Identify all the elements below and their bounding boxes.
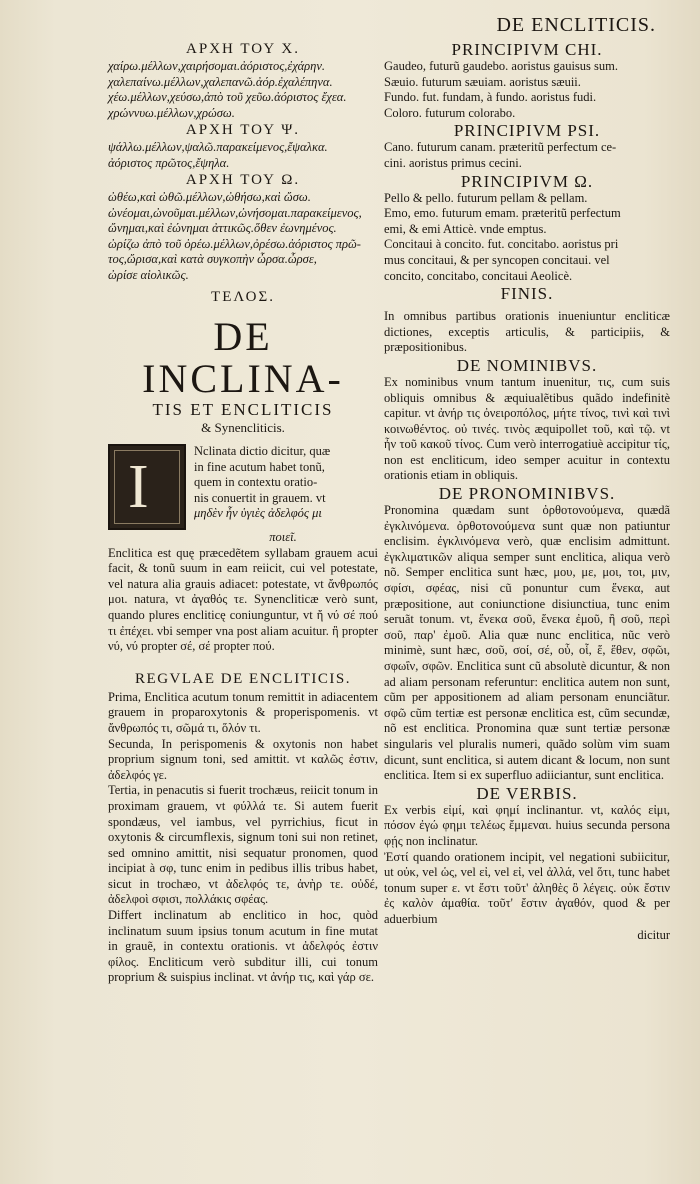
decorated-initial (108, 444, 186, 530)
greek-line: τος,ὤρισα,καὶ κατὰ συγκοπὴν ὦρσα.ὦρσε, (108, 252, 317, 266)
pronominibus-paragraph: Pronomina quædam sunt ὀρθοτονούμενα, quædã ἐγκλινόμενα. ὀρθοτονούμενα sunt quæ non patiuntur enclisim. ἐγκλινόμενα verò, quæ enclisim admittunt. ἐγκλιματικῶν aliqua semper sunt enclitica, aliqua verò nõ. Semper enclitica sunt hæc, μου, με, μοι, τοι, μιν, σφίσι, σφέας, nisi cũ ponuntur cum ἕνεκα, aut præpositione, aut coniunctione disiunctiua, tunc enim seruãt tonum. vt, ἕνεκα σοῦ, ἕνεκα ἐμοῦ, ἢ σοῦ, περὶ σοῦ, παρ' ἐμοῦ. Alia quæ nunc enclitica, nũc verò minimè, sunt hæc, σοῦ, σοί, σέ, οὗ, οἷ, ἕ, ἕθεν, σφῶι, σφωΐν, σφῶν. Enclitica sunt cũ absolutè dicuntur, & non ad aliam personam referuntur: enclitica autem non sunt, cũm per appositionem ad aliam personam enunciãtur. σφῶ cũm tertiæ est personæ enclitica est, cũm secundæ, nõ est enclitica. Pronomina quæ sunt tertiæ personæ singularis vel pluralis numeri, quãdo solùm vim suam dicunt, sunt enclitica, si autem dicant & locum, non sunt enclitica. Item si ex superfluo adiiciantur, sunt enclitica. (384, 503, 670, 783)
in-omnibus-paragraph: In omnibus partibus orationis inueniuntur encliticæ dictiones, exceptis articulis, & participiis, & præpositionibus. (384, 309, 670, 355)
heading-arche-x: ΑΡΧΗ ΤΟΥ Χ. (186, 41, 300, 57)
latin-line: Concitaui à concito. fut. concitabo. aoristus pri (384, 237, 619, 252)
regulae-heading: REGVLAE DE ENCLITICIS. (135, 670, 351, 687)
rule-2: Secunda, In perispomenis & oxytonis non habet proprium signum toni, sed amittit. vt καλῶς ἐστιν, ἀδελφός γε. (108, 736, 378, 782)
latin-line: Fundo. fut. fundam, à fundo. aoristus fudi. (384, 90, 597, 105)
initial-letter: I (128, 453, 149, 521)
heading-principium-chi: PRINCIPIVM CHI. (451, 40, 603, 59)
greek-line: ἀόριστος πρῶτος,ἔψηλα. (108, 155, 230, 170)
intro-line: Nclinata dictio dicitur, quæ (194, 444, 331, 458)
section-subtitle: TIS ET ENCLITICIS (152, 400, 334, 419)
catchword: dicitur (637, 927, 670, 942)
intro-line: quem in contextu oratio- (194, 475, 318, 490)
section-subtitle-2: & Synencliticis. (201, 420, 285, 435)
telos: ΤΕΛΟΣ. (211, 289, 275, 305)
right-column (384, 40, 670, 943)
latin-line: Gaudeo, futurũ gaudebo. aoristus gauisus sum. (384, 59, 618, 73)
intro-line: nis conuertit in grauem. vt (194, 490, 326, 505)
heading-de-verbis: DE VERBIS. (476, 783, 578, 803)
nominibus-paragraph: Ex nominibus vnum tantum inuenitur, τις, cum suis obliquis omnibus & æquiualẽtibus quãdo indefinitè capitur. vt ἀνήρ τις ὀνειροπόλος, μήτε τίνος, τινὶ καὶ τινὶ κοινωθέντος. οὐ τινές. τινὸς æquipollet τοῦ, καὶ τῷ. vt ἦν τοῦ κακοῦ τίνος. Cum verò interrogatiuè accipitur τίς, non est encliticum, ideo semper acuitur in contextu orationis etiam in obliquis. (384, 374, 670, 483)
finis: FINIS. (500, 284, 554, 304)
verbis-paragraph: Ex verbis εἰμί, καὶ φημί inclinantur. vt, καλός εἰμι, πόσον ἐγώ φημι τελέως ἔμμεναι. huius secunda persona φῄς non inclinatur. (384, 802, 670, 848)
greek-line: χέω.μέλλων,χεύσω,ἀπὸ τοῦ χεῦω.ἀόριστος ἔχεα. (108, 90, 347, 104)
heading-principium-omega: PRINCIPIVM Ω. (460, 171, 594, 191)
intro-line: μηδὲν ἦν ὑγιὲς ἀδελφός μι (194, 506, 322, 521)
intro-line: in fine acutum habet tonũ, (194, 459, 325, 474)
greek-line: ὠρίσε αἰολικῶς. (108, 267, 189, 282)
rule-3: Tertia, in penacutis si fuerit trochæus, reiicit tonum in proximam grauem, vt φύλλά τε. Si autem fuerit spondæus, vel iambus, vel pyrrichius, ficut in oxytonis & circumflexis, signum toni sui non retinet, sed omnino amittit, nisi sequatur pronomen, quod incipiat à σφ, tunc enim in pedibus illis tribus habet, sicut in trochæo, vt ἀδελφός τε, ἀνὴρ τε. οὐδέ, ἀδελφοὶ σφισι, πολλάκις σφέας. (108, 783, 378, 907)
heading-de-pronominibus: DE PRONOMINIBVS. (438, 484, 616, 504)
intro-last: ποιεῖ. (269, 530, 297, 544)
esti-paragraph: Ἐστί quando orationem incipit, vel negationi subiicitur, ut οὐκ, vel ὡς, vel εἰ, vel εἰ, vel ἀλλά, vel ὅτι, tunc habet tonum super ε. vt ἔστι τοῦτ' ἀληθὲς ὃ λέγεις. οὐκ ἔστιν ἐς καλὸν ἀμαθία. τοῦτ' ἔστιν ἀγαθόν, quod & per aduerbium (384, 849, 670, 926)
greek-line: χαλεπαίνω.μέλλων,χαλεπανῶ.ἀόρ.ἐχαλέπηνα. (108, 74, 333, 89)
greek-line: χαίρω.μέλλων,χαιρήσομαι.ἀόριστος,ἐχάρην. (108, 59, 326, 73)
running-head: DE ENCLITICIS. (496, 14, 656, 36)
greek-line: ὠρίζω ἀπὸ τοῦ ὀρέω.μέλλων,ὀρέσω.ἀόριστος πρῶ- (108, 236, 361, 251)
enclitica-definition: Enclitica est quę præcedẽtem syllabam grauem acui facit, & tonũ suum in eam reiicit, cui vel potestate, vel natura alia grauis adiacet: potestate, vt ἄνθρωπός μοι. natura, vt ἀγαθός τε. Synencliticæ verò sunt, quando plures encliticę coniunguntur, vt ἤ νύ σέ πού τι ἐπέχει. vbi semper vna post aliam acuitur. ἢ propter νύ, νύ propter σέ, σέ propter πού. (108, 545, 378, 654)
left-column (108, 40, 378, 986)
latin-line: emi, & emi Atticè. vnde emptus. (384, 221, 547, 236)
heading-arche-omega: ΑΡΧΗ ΤΟΥ Ω. (185, 172, 301, 188)
latin-line: mus concitaui, & per syncopen concitaui. vel (384, 252, 610, 267)
latin-line: Emo, emo. futurum emam. præteritũ perfectum (384, 206, 621, 221)
intro-block (108, 444, 378, 530)
heading-arche-psi: ΑΡΧΗ ΤΟΥ Ψ. (185, 122, 301, 138)
intro-text (194, 444, 330, 530)
latin-line: Sæuio. futurum sæuiam. aoristus sæuii. (384, 74, 581, 89)
greek-line: ὠνέομαι,ὠνοῦμαι.μέλλων,ὠνήσομαι.παρακείμενος, (108, 205, 362, 220)
greek-line: ὤνημαι,καὶ ἐώνημαι ἀττικῶς.ὅθεν ἐωνημένος. (108, 221, 337, 235)
latin-line: Pello & pello. futurum pellam & pellam. (384, 190, 588, 205)
greek-line: χρώννυω.μέλλων,χρώσω. (108, 105, 235, 120)
latin-line: Coloro. futurum colorabo. (384, 105, 516, 120)
heading-de-nominibus: DE NOMINIBVS. (456, 355, 598, 375)
greek-line: ψάλλω.μέλλων,ψαλῶ.παρακείμενος,ἔψαλκα. (108, 140, 328, 154)
differt-paragraph: Differt inclinatum ab enclitico in hoc, quòd inclinatum suum ipsius tonum acutum in fine mutat in grauẽ, in contextu orationis. vt ἀδελφός ἐστιν φίλος. Encliticum verò subditur illi, cui tonum proprium & suispius inclinat. vt ἀνήρ τις, καὶ γάρ σε. (108, 908, 378, 985)
greek-line: ὠθέω,καὶ ὠθῶ.μέλλων,ὠθήσω,καὶ ὤσω. (108, 190, 311, 204)
latin-line: Cano. futurum canam. præteritũ perfectum ce- (384, 140, 617, 155)
rule-1: Prima, Enclitica acutum tonum remittit in adiacentem grauem in proparoxytonis & properispomenis. vt ἄνθρωπός τι, σῶμά τι, ὅλόν τι. (108, 689, 378, 735)
latin-line: concito, concitabo, concitaui Aeolicè. (384, 268, 573, 283)
latin-line: cini. aoristus primus cecini. (384, 155, 522, 170)
heading-principium-psi: PRINCIPIVM PSI. (453, 121, 601, 141)
section-title: DE INCLINA- (142, 314, 344, 401)
